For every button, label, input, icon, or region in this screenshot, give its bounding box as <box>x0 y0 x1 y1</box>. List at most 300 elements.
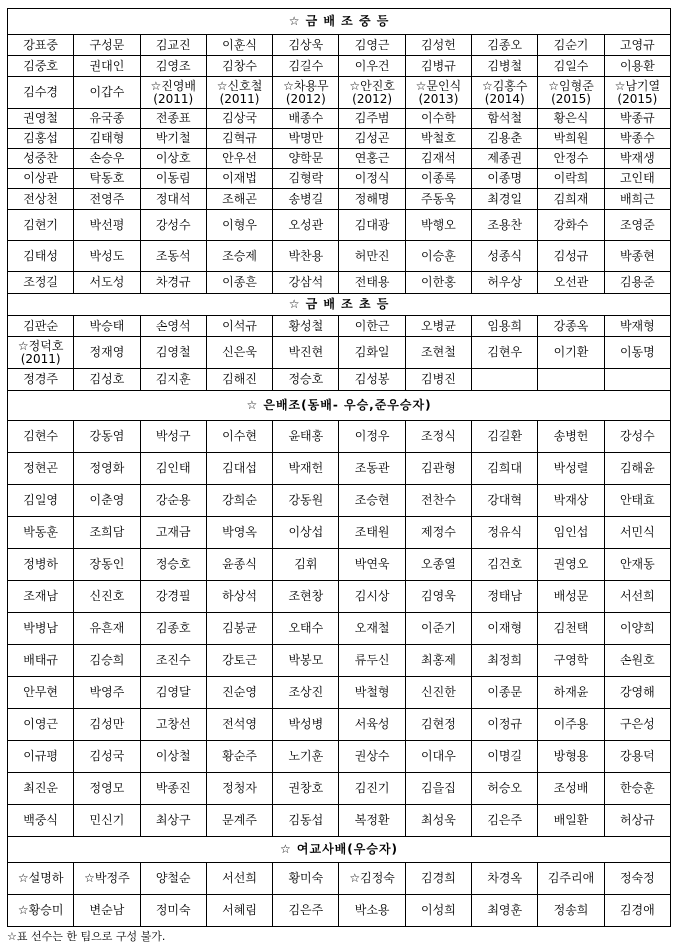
player-name-cell: 정영화 <box>74 453 140 485</box>
player-name-cell: 김경애 <box>604 895 670 927</box>
table-row <box>8 863 671 895</box>
player-name-cell: 김태형 <box>74 129 140 149</box>
player-name-cell: 박재상 <box>538 485 604 517</box>
player-name-cell: 김상국 <box>206 109 272 129</box>
player-name-cell: 이정식 <box>339 169 405 189</box>
player-name-cell: 김창수 <box>206 56 272 77</box>
player-name-cell: 함석철 <box>472 109 538 129</box>
player-name-cell: 송병길 <box>273 189 339 210</box>
player-name-cell: 조정길 <box>8 272 74 294</box>
player-name-cell: 김주범 <box>339 109 405 129</box>
player-name-cell: 이한홍 <box>405 272 471 294</box>
player-name-cell: 허우상 <box>472 272 538 294</box>
player-name-cell: 권영오 <box>538 549 604 581</box>
table-row <box>8 453 671 485</box>
table-row <box>8 613 671 645</box>
player-name-cell: 조정식 <box>405 421 471 453</box>
player-name-cell: 박영주 <box>74 677 140 709</box>
player-name-cell: 손원호 <box>604 645 670 677</box>
player-name-cell: 박동훈 <box>8 517 74 549</box>
player-name-cell: 김재석 <box>405 149 471 169</box>
player-name-cell: 김건호 <box>472 549 538 581</box>
player-name-cell: 변순남 <box>74 895 140 927</box>
player-name-cell: 구은성 <box>604 709 670 741</box>
player-name-cell: 정현곤 <box>8 453 74 485</box>
table-row <box>8 485 671 517</box>
player-name-cell: 오태수 <box>273 613 339 645</box>
player-name-cell: 김길수 <box>273 56 339 77</box>
player-name-cell: 김지훈 <box>140 369 206 391</box>
player-name-cell: 황순주 <box>206 741 272 773</box>
section-title: ☆ 금 배 조 초 등 <box>8 294 671 316</box>
player-name-cell: 정송희 <box>538 895 604 927</box>
player-name-cell: 이석규 <box>206 316 272 337</box>
section-title: ☆ 은배조(동배- 우승,준우승자) <box>8 391 671 421</box>
player-name-cell: 오병균 <box>405 316 471 337</box>
player-name-cell: 윤태홍 <box>273 421 339 453</box>
player-name-cell: ☆차용무 (2012) <box>273 77 339 109</box>
player-name-cell: 김대광 <box>339 210 405 241</box>
player-name-cell: 배일환 <box>538 805 604 837</box>
player-name-cell: 윤종식 <box>206 549 272 581</box>
player-name-cell: 배성문 <box>538 581 604 613</box>
player-name-cell: 박재생 <box>604 149 670 169</box>
player-name-cell: 강표중 <box>8 35 74 56</box>
player-name-cell: 김휘 <box>273 549 339 581</box>
player-name-cell: 구영학 <box>538 645 604 677</box>
player-name-cell: 김영달 <box>140 677 206 709</box>
player-name-cell: ☆정덕호 (2011) <box>8 337 74 369</box>
player-name-cell: 강화수 <box>538 210 604 241</box>
player-name-cell: 정태남 <box>472 581 538 613</box>
player-name-cell: 김일영 <box>8 485 74 517</box>
player-name-cell: 권영철 <box>8 109 74 129</box>
player-name-cell: 임인섭 <box>538 517 604 549</box>
player-name-cell: 김순기 <box>538 35 604 56</box>
table-row <box>8 56 671 77</box>
player-name-cell: 이상관 <box>8 169 74 189</box>
player-name-cell: 김희대 <box>472 453 538 485</box>
player-name-cell: 강동염 <box>74 421 140 453</box>
player-name-cell: 이정규 <box>472 709 538 741</box>
player-name-cell: 안태효 <box>604 485 670 517</box>
player-name-cell: 김영근 <box>339 35 405 56</box>
table-row <box>8 709 671 741</box>
player-name-cell: 김동섭 <box>273 805 339 837</box>
player-name-cell: 오선관 <box>538 272 604 294</box>
player-name-cell: 이락희 <box>538 169 604 189</box>
player-name-cell: 조승현 <box>339 485 405 517</box>
player-name-cell: 이상섭 <box>273 517 339 549</box>
player-name-cell <box>472 369 538 391</box>
player-name-cell: 백중식 <box>8 805 74 837</box>
player-name-cell: 이우건 <box>339 56 405 77</box>
player-name-cell: 이동명 <box>604 337 670 369</box>
player-name-cell: 최정희 <box>472 645 538 677</box>
player-name-cell: 전찬수 <box>405 485 471 517</box>
player-name-cell: 박종수 <box>604 129 670 149</box>
player-name-cell: 김수경 <box>8 77 74 109</box>
player-name-cell: 정승호 <box>140 549 206 581</box>
player-name-cell: 박철호 <box>405 129 471 149</box>
player-name-cell: 고창선 <box>140 709 206 741</box>
player-name-cell: ☆진영배 (2011) <box>140 77 206 109</box>
table-row <box>8 109 671 129</box>
player-name-cell: 정승호 <box>273 369 339 391</box>
player-name-cell: 강성수 <box>604 421 670 453</box>
player-name-cell: 박승태 <box>74 316 140 337</box>
player-name-cell: 조승제 <box>206 241 272 272</box>
player-name-cell: 강영해 <box>604 677 670 709</box>
player-name-cell: 박성구 <box>140 421 206 453</box>
player-name-cell: 이상호 <box>140 149 206 169</box>
player-name-cell: 권상수 <box>339 741 405 773</box>
player-name-cell: 김인태 <box>140 453 206 485</box>
table-row <box>8 337 671 369</box>
player-name-cell: 구성문 <box>74 35 140 56</box>
player-name-cell: 김병철 <box>472 56 538 77</box>
player-name-cell: 조희담 <box>74 517 140 549</box>
player-name-cell: 이용환 <box>604 56 670 77</box>
player-name-cell: 오재철 <box>339 613 405 645</box>
player-name-cell: 전석영 <box>206 709 272 741</box>
player-name-cell: ☆김정숙 <box>339 863 405 895</box>
player-name-cell: 김진기 <box>339 773 405 805</box>
player-name-cell: 박진현 <box>273 337 339 369</box>
player-name-cell: 박종규 <box>604 109 670 129</box>
player-name-cell: 최상구 <box>140 805 206 837</box>
player-name-cell: 배종수 <box>273 109 339 129</box>
player-name-cell: 서육성 <box>339 709 405 741</box>
player-name-cell: 이준기 <box>405 613 471 645</box>
player-name-cell: 김용춘 <box>472 129 538 149</box>
table-row <box>8 272 671 294</box>
player-name-cell: 김병규 <box>405 56 471 77</box>
player-name-cell: 김판순 <box>8 316 74 337</box>
player-name-cell: 복정환 <box>339 805 405 837</box>
player-name-cell: 제정수 <box>405 517 471 549</box>
player-name-cell: 조용찬 <box>472 210 538 241</box>
player-name-cell: 박성도 <box>74 241 140 272</box>
player-name-cell: 성종식 <box>472 241 538 272</box>
player-name-cell: ☆황승미 <box>8 895 74 927</box>
table-row <box>8 369 671 391</box>
player-name-cell: 김해진 <box>206 369 272 391</box>
player-name-cell: 박선평 <box>74 210 140 241</box>
player-name-cell: 강경필 <box>140 581 206 613</box>
player-name-cell: ☆문인식 (2013) <box>405 77 471 109</box>
section-title: ☆ 금 배 조 중 등 <box>8 9 671 35</box>
table-row <box>8 129 671 149</box>
table-row <box>8 677 671 709</box>
player-name-cell: 김일수 <box>538 56 604 77</box>
player-name-cell: 정영모 <box>74 773 140 805</box>
player-name-cell: 이갑수 <box>74 77 140 109</box>
player-name-cell: 탁동호 <box>74 169 140 189</box>
player-name-cell: 이주용 <box>538 709 604 741</box>
player-name-cell: 김성국 <box>74 741 140 773</box>
player-name-cell: 박성렬 <box>538 453 604 485</box>
player-name-cell: 전상천 <box>8 189 74 210</box>
player-name-cell: 이재형 <box>472 613 538 645</box>
player-name-cell: 이양희 <box>604 613 670 645</box>
player-name-cell: 양학문 <box>273 149 339 169</box>
player-name-cell: 강용덕 <box>604 741 670 773</box>
player-name-cell: 조동관 <box>339 453 405 485</box>
player-name-cell: 박영옥 <box>206 517 272 549</box>
player-name-cell: 김교진 <box>140 35 206 56</box>
player-name-cell: 조동석 <box>140 241 206 272</box>
table-row <box>8 421 671 453</box>
player-name-cell: 제종권 <box>472 149 538 169</box>
player-name-cell: 이동림 <box>140 169 206 189</box>
player-name-cell: 이종흔 <box>206 272 272 294</box>
player-name-cell: 오종열 <box>405 549 471 581</box>
player-name-cell: 문계주 <box>206 805 272 837</box>
table-row <box>8 517 671 549</box>
player-name-cell: 정병하 <box>8 549 74 581</box>
player-name-cell: 허승오 <box>472 773 538 805</box>
player-name-cell: 오성관 <box>273 210 339 241</box>
player-name-cell: 방형용 <box>538 741 604 773</box>
players-table <box>7 8 671 927</box>
player-name-cell: ☆박정주 <box>74 863 140 895</box>
player-name-cell: 김성곤 <box>339 129 405 149</box>
player-name-cell: 박명만 <box>273 129 339 149</box>
player-name-cell: 박병남 <box>8 613 74 645</box>
player-name-cell: 민신기 <box>74 805 140 837</box>
player-name-cell: 이종문 <box>472 677 538 709</box>
player-name-cell: 주동욱 <box>405 189 471 210</box>
player-name-cell: 허상규 <box>604 805 670 837</box>
player-name-cell: 최진운 <box>8 773 74 805</box>
player-name-cell: 박희원 <box>538 129 604 149</box>
player-name-cell: 김대섭 <box>206 453 272 485</box>
player-name-cell: 박성병 <box>273 709 339 741</box>
section-title: ☆ 여교사배(우승자) <box>8 837 671 863</box>
player-name-cell: 이재법 <box>206 169 272 189</box>
player-name-cell: 김승희 <box>74 645 140 677</box>
player-name-cell: ☆신호철 (2011) <box>206 77 272 109</box>
player-name-cell: 강대혁 <box>472 485 538 517</box>
player-name-cell: 하상석 <box>206 581 272 613</box>
player-name-cell: 정숙정 <box>604 863 670 895</box>
document <box>7 8 670 944</box>
player-name-cell <box>538 369 604 391</box>
player-name-cell: ☆남기열 (2015) <box>604 77 670 109</box>
player-name-cell: 김태성 <box>8 241 74 272</box>
table-row <box>8 149 671 169</box>
player-name-cell: 이상철 <box>140 741 206 773</box>
player-name-cell: 김길환 <box>472 421 538 453</box>
player-name-cell: 김영철 <box>140 337 206 369</box>
player-name-cell: 정유식 <box>472 517 538 549</box>
player-name-cell: 최경일 <box>472 189 538 210</box>
player-name-cell: 정미숙 <box>140 895 206 927</box>
player-name-cell <box>604 369 670 391</box>
player-name-cell: 정대석 <box>140 189 206 210</box>
player-name-cell: 이훈식 <box>206 35 272 56</box>
player-name-cell: 강희순 <box>206 485 272 517</box>
player-name-cell: 전영주 <box>74 189 140 210</box>
player-name-cell: 김해윤 <box>604 453 670 485</box>
player-name-cell: 박종현 <box>604 241 670 272</box>
player-name-cell: 박종진 <box>140 773 206 805</box>
player-name-cell: 안무현 <box>8 677 74 709</box>
player-name-cell: 김봉균 <box>206 613 272 645</box>
table-row <box>8 741 671 773</box>
player-name-cell: 이기환 <box>538 337 604 369</box>
player-name-cell: 연홍근 <box>339 149 405 169</box>
table-row <box>8 805 671 837</box>
player-name-cell: 하재윤 <box>538 677 604 709</box>
player-name-cell: 박철형 <box>339 677 405 709</box>
player-name-cell: 김현수 <box>8 421 74 453</box>
player-name-cell: 김희재 <box>538 189 604 210</box>
player-name-cell: 김은주 <box>472 805 538 837</box>
section-title-row <box>8 391 671 421</box>
player-name-cell: 김현기 <box>8 210 74 241</box>
player-name-cell: 강종옥 <box>538 316 604 337</box>
player-name-cell: 신은욱 <box>206 337 272 369</box>
player-name-cell: 정재영 <box>74 337 140 369</box>
player-name-cell: 조현창 <box>273 581 339 613</box>
player-name-cell: 김형락 <box>273 169 339 189</box>
player-name-cell: 이규평 <box>8 741 74 773</box>
player-name-cell: 유흔재 <box>74 613 140 645</box>
player-name-cell: 박기철 <box>140 129 206 149</box>
player-name-cell: 서혜림 <box>206 895 272 927</box>
player-name-cell: 김영욱 <box>405 581 471 613</box>
section-title-row <box>8 294 671 316</box>
table-row <box>8 35 671 56</box>
player-name-cell: 조현철 <box>405 337 471 369</box>
player-name-cell: 김성만 <box>74 709 140 741</box>
player-name-cell: ☆안진호 (2012) <box>339 77 405 109</box>
player-name-cell: 전종표 <box>140 109 206 129</box>
player-name-cell: 이춘영 <box>74 485 140 517</box>
player-name-cell: 전태용 <box>339 272 405 294</box>
player-name-cell: 정청자 <box>206 773 272 805</box>
player-name-cell: 이성희 <box>405 895 471 927</box>
player-name-cell: 김화일 <box>339 337 405 369</box>
section-title-row <box>8 9 671 35</box>
player-name-cell: 이한근 <box>339 316 405 337</box>
player-name-cell: 김종오 <box>472 35 538 56</box>
player-name-cell: 조해곤 <box>206 189 272 210</box>
player-name-cell: 권대인 <box>74 56 140 77</box>
footnote: ☆표 선수는 한 팀으로 구성 불가. <box>7 930 166 943</box>
player-name-cell: 서선희 <box>206 863 272 895</box>
player-name-cell: 조진수 <box>140 645 206 677</box>
player-name-cell: 강성수 <box>140 210 206 241</box>
player-name-cell: 신진한 <box>405 677 471 709</box>
player-name-cell: 강삼석 <box>273 272 339 294</box>
player-name-cell: 김주리애 <box>538 863 604 895</box>
player-name-cell: 차경옥 <box>472 863 538 895</box>
player-name-cell: 최영훈 <box>472 895 538 927</box>
player-name-cell: 이종록 <box>405 169 471 189</box>
player-name-cell: 유국종 <box>74 109 140 129</box>
player-name-cell: ☆임형준 (2015) <box>538 77 604 109</box>
table-row <box>8 773 671 805</box>
player-name-cell: 김천택 <box>538 613 604 645</box>
table-row <box>8 645 671 677</box>
player-name-cell: 이영근 <box>8 709 74 741</box>
player-name-cell: 조상진 <box>273 677 339 709</box>
player-name-cell: 조재남 <box>8 581 74 613</box>
player-name-cell: 최성욱 <box>405 805 471 837</box>
player-name-cell: 김관형 <box>405 453 471 485</box>
player-name-cell: 이수현 <box>206 421 272 453</box>
table-row <box>8 169 671 189</box>
player-name-cell: 김현정 <box>405 709 471 741</box>
player-name-cell: 배태규 <box>8 645 74 677</box>
player-name-cell: 고인태 <box>604 169 670 189</box>
player-name-cell: 이승훈 <box>405 241 471 272</box>
player-name-cell: 최홍제 <box>405 645 471 677</box>
player-name-cell: 박봉모 <box>273 645 339 677</box>
player-name-cell: 김을집 <box>405 773 471 805</box>
table-row <box>8 77 671 109</box>
player-name-cell: 이형우 <box>206 210 272 241</box>
player-name-cell: 박행오 <box>405 210 471 241</box>
player-name-cell: 이명길 <box>472 741 538 773</box>
player-name-cell: 정경주 <box>8 369 74 391</box>
player-name-cell: 김용준 <box>604 272 670 294</box>
player-name-cell: 김경희 <box>405 863 471 895</box>
player-name-cell: 김성헌 <box>405 35 471 56</box>
player-name-cell: ☆김홍수 (2014) <box>472 77 538 109</box>
player-name-cell: 김성호 <box>74 369 140 391</box>
player-name-cell: 황은식 <box>538 109 604 129</box>
table-row <box>8 241 671 272</box>
player-name-cell: 황미숙 <box>273 863 339 895</box>
player-name-cell: 임용희 <box>472 316 538 337</box>
player-name-cell: 배희근 <box>604 189 670 210</box>
player-name-cell: 장동인 <box>74 549 140 581</box>
player-name-cell: 신진호 <box>74 581 140 613</box>
player-name-cell: 김성봉 <box>339 369 405 391</box>
player-name-cell: 안재동 <box>604 549 670 581</box>
player-name-cell: ☆설명하 <box>8 863 74 895</box>
player-name-cell: 강순용 <box>140 485 206 517</box>
player-name-cell: 김병진 <box>405 369 471 391</box>
table-row <box>8 316 671 337</box>
player-name-cell: 고영규 <box>604 35 670 56</box>
table-row <box>8 895 671 927</box>
table-row <box>8 210 671 241</box>
player-name-cell: 한승훈 <box>604 773 670 805</box>
table-row <box>8 189 671 210</box>
player-name-cell: 강토근 <box>206 645 272 677</box>
player-name-cell: 김은주 <box>273 895 339 927</box>
player-name-cell: 김종호 <box>140 613 206 645</box>
player-name-cell: 박소용 <box>339 895 405 927</box>
player-name-cell: 허만진 <box>339 241 405 272</box>
player-name-cell: 안우선 <box>206 149 272 169</box>
player-name-cell: 박재헌 <box>273 453 339 485</box>
player-name-cell: 이대우 <box>405 741 471 773</box>
player-name-cell: 안정수 <box>538 149 604 169</box>
section-title-row <box>8 837 671 863</box>
player-name-cell: 서민식 <box>604 517 670 549</box>
player-name-cell: 송병헌 <box>538 421 604 453</box>
table-row <box>8 549 671 581</box>
table-row <box>8 581 671 613</box>
player-name-cell: 손영석 <box>140 316 206 337</box>
player-name-cell: 김중호 <box>8 56 74 77</box>
